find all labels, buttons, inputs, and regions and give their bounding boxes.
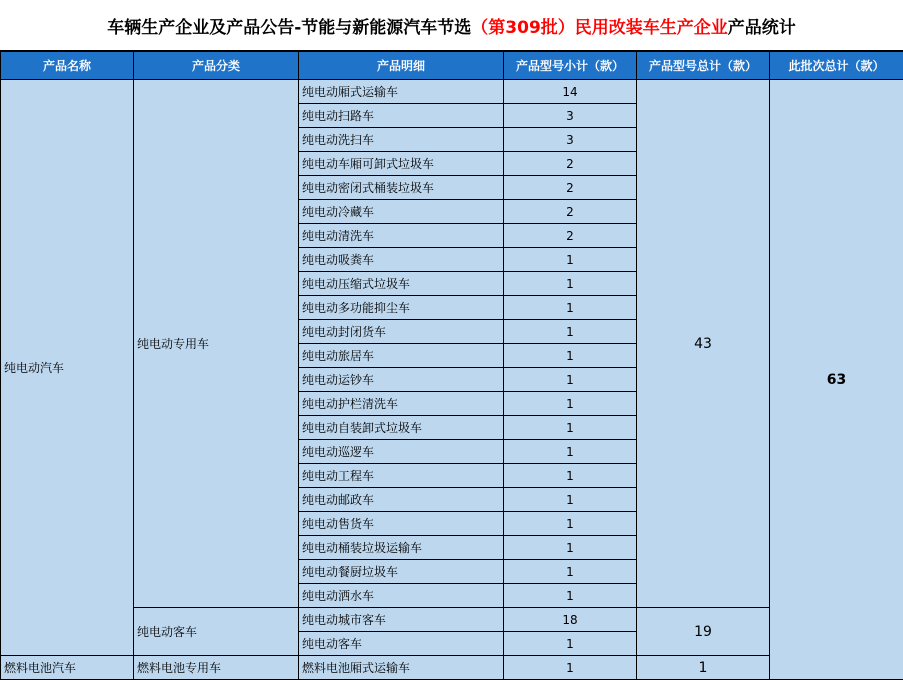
table-body [1, 80, 903, 680]
product-name-cell[interactable]: 纯电动汽车 [1, 80, 134, 656]
product-detail-cell[interactable]: 纯电动邮政车 [299, 488, 504, 512]
model-subtotal-cell[interactable]: 1 [504, 512, 637, 536]
model-subtotal-cell[interactable]: 1 [504, 440, 637, 464]
product-category-cell[interactable]: 纯电动专用车 [134, 80, 299, 608]
product-name-cell[interactable]: 燃料电池汽车 [1, 656, 134, 680]
header-batch-total[interactable]: 此批次总计（款） [770, 52, 903, 80]
product-detail-cell[interactable]: 纯电动洗扫车 [299, 128, 504, 152]
model-subtotal-cell[interactable]: 1 [504, 272, 637, 296]
product-detail-cell[interactable]: 纯电动城市客车 [299, 608, 504, 632]
product-detail-cell[interactable]: 纯电动餐厨垃圾车 [299, 560, 504, 584]
model-subtotal-cell[interactable]: 2 [504, 224, 637, 248]
product-detail-cell[interactable]: 纯电动洒水车 [299, 584, 504, 608]
model-subtotal-cell[interactable]: 18 [504, 608, 637, 632]
product-detail-cell[interactable]: 纯电动清洗车 [299, 224, 504, 248]
model-subtotal-cell[interactable]: 1 [504, 584, 637, 608]
product-detail-cell[interactable]: 纯电动工程车 [299, 464, 504, 488]
title-part-3: 产品统计 [728, 13, 796, 38]
product-detail-cell[interactable]: 纯电动吸粪车 [299, 248, 504, 272]
product-detail-cell[interactable]: 纯电动密闭式桶装垃圾车 [299, 176, 504, 200]
product-detail-cell[interactable]: 纯电动旅居车 [299, 344, 504, 368]
product-detail-cell[interactable]: 燃料电池厢式运输车 [299, 656, 504, 680]
product-detail-cell[interactable]: 纯电动售货车 [299, 512, 504, 536]
product-detail-cell[interactable]: 纯电动桶装垃圾运输车 [299, 536, 504, 560]
product-detail-cell[interactable]: 纯电动多功能抑尘车 [299, 296, 504, 320]
product-detail-cell[interactable]: 纯电动封闭货车 [299, 320, 504, 344]
header-model-total[interactable]: 产品型号总计（款） [637, 52, 770, 80]
product-detail-cell[interactable]: 纯电动自装卸式垃圾车 [299, 416, 504, 440]
product-detail-cell[interactable]: 纯电动客车 [299, 632, 504, 656]
batch-total-cell[interactable]: 63 [770, 80, 903, 680]
table-row [1, 80, 903, 104]
model-total-cell[interactable]: 43 [637, 80, 770, 608]
product-detail-cell[interactable]: 纯电动护栏清洗车 [299, 392, 504, 416]
model-subtotal-cell[interactable]: 1 [504, 296, 637, 320]
model-subtotal-cell[interactable]: 1 [504, 536, 637, 560]
model-total-cell[interactable]: 19 [637, 608, 770, 656]
model-subtotal-cell[interactable]: 1 [504, 392, 637, 416]
product-category-cell[interactable]: 纯电动客车 [134, 608, 299, 656]
model-subtotal-cell[interactable]: 1 [504, 656, 637, 680]
product-category-cell[interactable]: 燃料电池专用车 [134, 656, 299, 680]
header-product-detail[interactable]: 产品明细 [299, 52, 504, 80]
statistics-table [0, 51, 903, 680]
title-part-1: 车辆生产企业及产品公告-节能与新能源汽车节选 [107, 13, 471, 38]
model-subtotal-cell[interactable]: 1 [504, 368, 637, 392]
model-total-cell[interactable]: 1 [637, 656, 770, 680]
model-subtotal-cell[interactable]: 2 [504, 200, 637, 224]
model-subtotal-cell[interactable]: 1 [504, 632, 637, 656]
table-row [1, 608, 903, 632]
product-detail-cell[interactable]: 纯电动厢式运输车 [299, 80, 504, 104]
header-product-name[interactable]: 产品名称 [1, 52, 134, 80]
product-detail-cell[interactable]: 纯电动巡逻车 [299, 440, 504, 464]
model-subtotal-cell[interactable]: 3 [504, 104, 637, 128]
table-row [1, 656, 903, 680]
model-subtotal-cell[interactable]: 14 [504, 80, 637, 104]
model-subtotal-cell[interactable]: 1 [504, 488, 637, 512]
product-detail-cell[interactable]: 纯电动压缩式垃圾车 [299, 272, 504, 296]
model-subtotal-cell[interactable]: 2 [504, 152, 637, 176]
product-detail-cell[interactable]: 纯电动运钞车 [299, 368, 504, 392]
table-title [0, 0, 903, 51]
model-subtotal-cell[interactable]: 1 [504, 344, 637, 368]
title-part-2-highlight: （第309批）民用改装车生产企业 [471, 13, 728, 38]
product-detail-cell[interactable]: 纯电动扫路车 [299, 104, 504, 128]
model-subtotal-cell[interactable]: 1 [504, 416, 637, 440]
model-subtotal-cell[interactable]: 1 [504, 248, 637, 272]
model-subtotal-cell[interactable]: 1 [504, 560, 637, 584]
header-model-subtotal[interactable]: 产品型号小计（款） [504, 52, 637, 80]
model-subtotal-cell[interactable]: 2 [504, 176, 637, 200]
model-subtotal-cell[interactable]: 1 [504, 464, 637, 488]
header-product-category[interactable]: 产品分类 [134, 52, 299, 80]
model-subtotal-cell[interactable]: 1 [504, 320, 637, 344]
model-subtotal-cell[interactable]: 3 [504, 128, 637, 152]
product-detail-cell[interactable]: 纯电动冷藏车 [299, 200, 504, 224]
header-row [1, 52, 903, 80]
product-detail-cell[interactable]: 纯电动车厢可卸式垃圾车 [299, 152, 504, 176]
